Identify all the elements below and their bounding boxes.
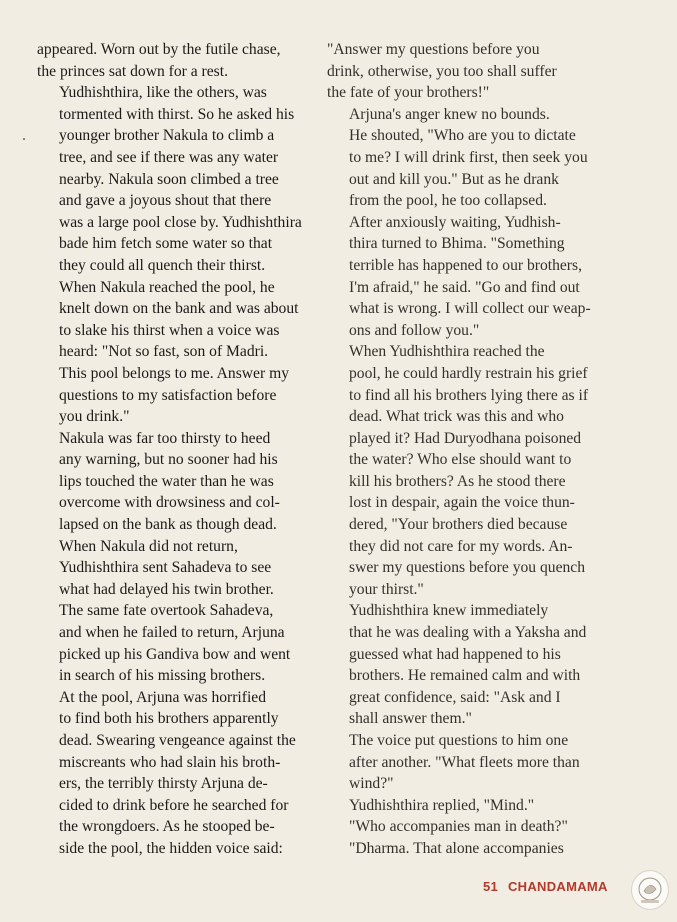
text-line: dered, "Your brothers died because (349, 516, 568, 534)
text-line: pool, he could hardly restrain his grief (349, 364, 588, 382)
text-line: drink, otherwise, you too shall suffer (327, 62, 557, 80)
text-line: the fate of your brothers!" (327, 84, 490, 102)
paragraph (327, 730, 628, 795)
text-line: picked up his Gandiva bow and went (59, 645, 291, 663)
text-line: to find all his brothers lying there as if (349, 386, 589, 404)
chandamama-logo-icon (631, 870, 669, 910)
text-line: and when he failed to return, Arjuna (59, 624, 285, 642)
text-line: to me? I will drink first, then seek you (349, 148, 588, 166)
text-line: overcome with drowsiness and col- (59, 494, 280, 512)
text-line: you drink." (59, 408, 130, 426)
text-line: He shouted, "Who are you to dictate (349, 127, 576, 145)
text-line: any warning, but no sooner had his (59, 451, 278, 469)
paragraph (327, 600, 628, 730)
text-line: "Dharma. That alone accompanies (349, 839, 564, 857)
text-line: they did not care for my words. An- (349, 537, 573, 555)
text-line: When Nakula did not return, (59, 537, 238, 555)
text-line: cided to drink before he searched for (59, 796, 289, 814)
paragraph (327, 212, 628, 342)
text-line: brothers. He remained calm and with (349, 667, 581, 685)
text-line: Nakula was far too thirsty to heed (59, 429, 271, 447)
text-line: the princes sat down for a rest. (37, 62, 228, 80)
text-line: Yudhishthira knew immediately (349, 602, 549, 620)
text-line: was a large pool close by. Yudhishthira (59, 213, 302, 231)
right-column (327, 39, 628, 860)
text-line: lapsed on the bank as though dead. (59, 516, 277, 534)
text-line: Arjuna's anger knew no bounds. (349, 105, 550, 123)
text-line: knelt down on the bank and was about (59, 300, 299, 318)
text-line: younger brother Nakula to climb a (59, 127, 275, 145)
text-line: When Nakula reached the pool, he (59, 278, 275, 296)
text-line: guessed what had happened to his (349, 645, 561, 663)
text-line: I'm afraid," he said. "Go and find out (349, 278, 580, 296)
text-line: your thirst." (349, 580, 424, 598)
magazine-title: CHANDAMAMA (507, 879, 608, 894)
text-line: questions to my satisfaction before (59, 386, 277, 404)
text-line: The same fate overtook Sahadeva, (59, 602, 274, 620)
text-line: from the pool, he too collapsed. (349, 192, 547, 210)
text-line: to find both his brothers apparently (59, 710, 279, 728)
text-line: appeared. Worn out by the futile chase, (37, 41, 281, 58)
text-line: terrible has happened to our brothers, (349, 256, 582, 274)
text-line: played it? Had Duryodhana poisoned (349, 429, 582, 447)
text-line: At the pool, Arjuna was horrified (59, 688, 267, 706)
margin-speck: . (22, 127, 26, 144)
text-line: When Yudhishthira reached the (349, 343, 545, 361)
left-column (37, 39, 309, 860)
text-line: dead. Swearing vengeance against the (59, 732, 296, 749)
text-line: nearby. Nakula soon climbed a tree (59, 170, 279, 188)
paragraph (327, 39, 628, 104)
paragraph (37, 277, 309, 428)
text-line: kill his brothers? As he stood there (349, 472, 566, 490)
text-line: side the pool, the hidden voice said: (59, 839, 283, 857)
text-line: they could all quench their thirst. (59, 256, 266, 274)
text-line: Yudhishthira replied, "Mind." (349, 796, 535, 814)
paragraph (37, 428, 309, 536)
text-line: lost in despair, again the voice thun- (349, 494, 575, 512)
text-line: what is wrong. I will collect our weap- (349, 300, 591, 318)
text-line: This pool belongs to me. Answer my (59, 364, 289, 382)
text-line: "Who accompanies man in death?" (349, 818, 568, 836)
paragraph (327, 104, 628, 212)
text-line: shall answer them." (349, 710, 472, 728)
text-line: out and kill you." But as he drank (349, 170, 559, 188)
text-line: lips touched the water than he was (59, 472, 274, 490)
paragraph (327, 341, 628, 600)
text-line: to slake his thirst when a voice was (59, 321, 280, 339)
text-line: the wrongdoers. As he stooped be- (59, 818, 275, 836)
paragraph (37, 82, 309, 276)
paragraph (37, 39, 309, 82)
text-line: dead. What trick was this and who (349, 408, 564, 426)
paragraph (37, 687, 309, 860)
text-line: after another. "What fleets more than (349, 753, 580, 771)
text-line: great confidence, said: "Ask and I (349, 688, 561, 706)
paragraph (327, 795, 628, 817)
text-line: tormented with thirst. So he asked his (59, 105, 295, 123)
page-number: 51 (483, 879, 499, 894)
text-line: thira turned to Bhima. "Something (349, 235, 565, 253)
text-line: swer my questions before you quench (349, 559, 586, 577)
text-line: Yudhishthira sent Sahadeva to see (59, 559, 272, 577)
text-line: Yudhishthira, like the others, was (59, 84, 267, 102)
text-line: miscreants who had slain his broth- (59, 753, 281, 771)
text-line: After anxiously waiting, Yudhish- (349, 213, 561, 231)
text-line: and gave a joyous shout that there (59, 192, 272, 210)
text-line: what had delayed his twin brother. (59, 580, 274, 598)
text-line: the water? Who else should want to (349, 451, 572, 469)
text-line: tree, and see if there was any water (59, 148, 279, 166)
paragraph (327, 838, 628, 860)
paragraph (37, 536, 309, 687)
text-line: ons and follow you." (349, 321, 480, 339)
text-line: bade him fetch some water so that (59, 235, 273, 253)
text-line: wind?" (349, 775, 394, 793)
text-line: that he was dealing with a Yaksha and (349, 624, 587, 642)
text-line: The voice put questions to him one (349, 732, 569, 749)
text-line: in search of his missing brothers. (59, 667, 266, 685)
text-line: ers, the terribly thirsty Arjuna de- (59, 775, 268, 793)
text-line: heard: "Not so fast, son of Madri. (59, 343, 269, 361)
page-footer (483, 879, 608, 894)
paragraph (327, 816, 628, 838)
text-line: "Answer my questions before you (327, 41, 540, 58)
